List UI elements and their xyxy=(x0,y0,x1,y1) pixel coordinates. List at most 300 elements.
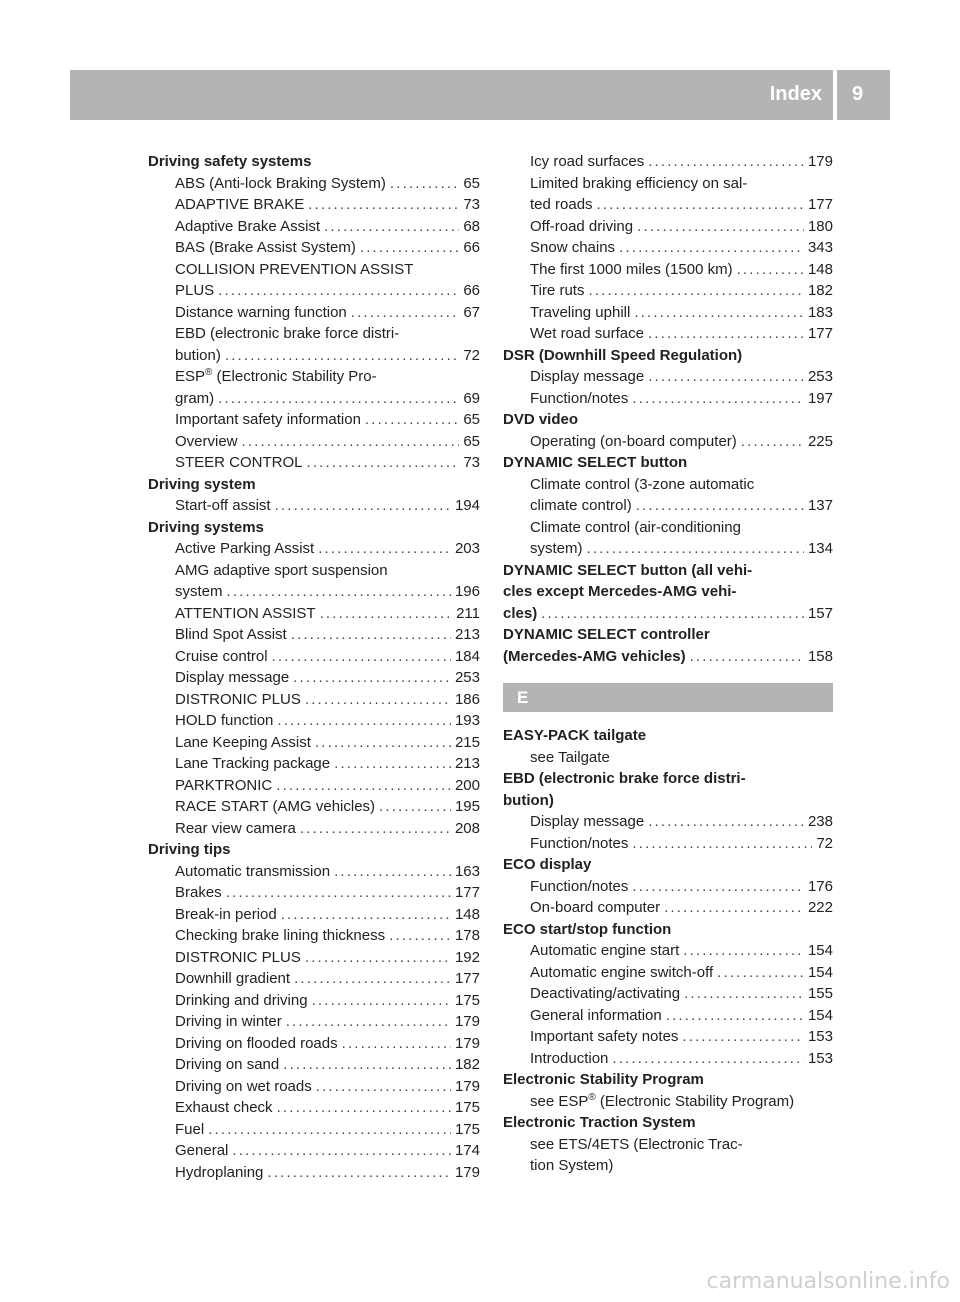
entry-label: PLUS xyxy=(175,282,215,299)
index-entry-list xyxy=(503,940,833,1069)
index-entry[interactable] xyxy=(148,796,480,818)
entry-label: Automatic engine switch-off xyxy=(530,963,714,981)
entry-page: 65 xyxy=(463,411,480,428)
entry-page: 154 xyxy=(807,963,833,981)
index-entry[interactable] xyxy=(503,495,833,517)
entry-label: EBD (electronic brake force distri- xyxy=(175,325,400,342)
entry-page: 184 xyxy=(454,647,480,665)
entry-label: The first 1000 miles (1500 km) xyxy=(530,260,733,278)
entry-page: 253 xyxy=(807,368,833,385)
index-entry[interactable] xyxy=(148,431,480,453)
index-entry[interactable] xyxy=(148,194,480,216)
entry-page: 155 xyxy=(807,985,833,1002)
entry-label: Driving on wet roads xyxy=(175,1077,312,1095)
entry-label: Fuel xyxy=(175,1120,205,1138)
leader-dots xyxy=(351,302,460,324)
index-entry-list xyxy=(148,538,480,839)
index-column-left xyxy=(148,151,480,1183)
index-topic: Driving system xyxy=(148,475,256,493)
entry-page: 176 xyxy=(807,877,833,895)
entry-label: Deactivating/activating xyxy=(530,985,681,1002)
entry-label: Function/notes xyxy=(530,389,629,407)
leader-dots xyxy=(390,173,459,195)
index-entry[interactable] xyxy=(148,603,480,625)
page-title: Index xyxy=(769,83,822,105)
see-reference[interactable]: see Tailgate xyxy=(530,748,610,766)
entry-page: 154 xyxy=(807,942,833,959)
leader-dots xyxy=(379,796,451,818)
leader-dots xyxy=(312,990,451,1012)
leader-dots xyxy=(315,732,451,754)
entry-label: cles) xyxy=(503,604,538,622)
registered-mark: ® xyxy=(588,1091,596,1103)
entry-page: 137 xyxy=(807,497,833,514)
entry-label: Lane Tracking package xyxy=(175,755,331,772)
index-entry[interactable] xyxy=(503,811,833,833)
entry-label: PARKTRONIC xyxy=(175,776,273,794)
entry-page: 179 xyxy=(454,1034,480,1052)
entry-label: Climate control (air-conditioning xyxy=(530,518,741,536)
entry-label: General information xyxy=(530,1006,662,1024)
index-entry[interactable] xyxy=(148,1076,480,1098)
entry-page: 179 xyxy=(454,1077,480,1095)
leader-dots xyxy=(612,1048,804,1070)
entry-page: 182 xyxy=(807,282,833,299)
leader-dots xyxy=(666,1005,804,1027)
index-entry-line xyxy=(148,560,480,582)
index-topic: Electronic Stability Program xyxy=(503,1071,704,1088)
entry-page: 154 xyxy=(807,1006,833,1024)
entry-page: 68 xyxy=(463,217,480,235)
entry-page: 65 xyxy=(463,432,480,450)
leader-dots xyxy=(275,495,451,517)
entry-page: 148 xyxy=(454,905,480,923)
entry-page: 196 xyxy=(454,583,480,600)
entry-label: Blind Spot Assist xyxy=(175,626,287,643)
leader-dots xyxy=(218,280,459,302)
index-entry[interactable] xyxy=(503,280,833,302)
entry-label: Driving on flooded roads xyxy=(175,1034,338,1052)
index-entry[interactable] xyxy=(148,990,480,1012)
index-entry[interactable] xyxy=(148,861,480,883)
index-entry[interactable] xyxy=(148,173,480,195)
entry-label: Snow chains xyxy=(530,239,616,256)
leader-dots xyxy=(587,538,804,560)
entry-page: 73 xyxy=(463,196,480,213)
index-entry[interactable] xyxy=(503,237,833,259)
entry-page: 253 xyxy=(454,669,480,686)
entry-label: Display message xyxy=(175,669,290,686)
index-topic-entry[interactable] xyxy=(503,646,833,668)
index-entry[interactable] xyxy=(148,667,480,689)
index-topic: DVD video xyxy=(503,411,579,428)
entry-label: Adaptive Brake Assist xyxy=(175,217,321,235)
index-entry[interactable] xyxy=(148,345,480,367)
index-entry[interactable] xyxy=(503,431,833,453)
entry-label: DISTRONIC PLUS xyxy=(175,948,301,966)
index-entry[interactable] xyxy=(503,151,833,173)
entry-page: 177 xyxy=(807,196,833,213)
entry-label: Cruise control xyxy=(175,647,268,665)
entry-page: 182 xyxy=(454,1056,480,1073)
index-topic: DYNAMIC SELECT controller xyxy=(503,626,710,643)
leader-dots xyxy=(717,962,804,984)
entry-label: Driving in winter xyxy=(175,1013,282,1030)
leader-dots xyxy=(277,1097,451,1119)
entry-label: On-board computer xyxy=(530,899,661,916)
index-topic: Electronic Traction System xyxy=(503,1114,696,1131)
leader-dots xyxy=(365,409,459,431)
leader-dots xyxy=(389,925,451,947)
entry-page: 238 xyxy=(807,813,833,830)
leader-dots xyxy=(683,940,804,962)
entry-page: 192 xyxy=(454,948,480,966)
leader-dots xyxy=(225,345,459,367)
leader-dots xyxy=(277,710,451,732)
index-entry[interactable] xyxy=(503,897,833,919)
index-entry[interactable] xyxy=(148,1162,480,1184)
leader-dots xyxy=(664,897,804,919)
index-entry[interactable] xyxy=(148,624,480,646)
leader-dots xyxy=(334,861,451,883)
index-entry[interactable] xyxy=(148,538,480,560)
entry-label: Driving on sand xyxy=(175,1056,280,1073)
entry-page: 177 xyxy=(454,970,480,987)
index-entry[interactable] xyxy=(503,259,833,281)
entry-page: 225 xyxy=(807,432,833,450)
entry-page: 72 xyxy=(463,346,480,364)
entry-label: BAS (Brake Assist System) xyxy=(175,239,356,256)
entry-page: 193 xyxy=(454,712,480,729)
index-entry[interactable] xyxy=(503,194,833,216)
leader-dots xyxy=(637,216,804,238)
entry-label: Function/notes xyxy=(530,877,629,895)
entry-label: Overview xyxy=(175,432,238,450)
index-topic: ECO display xyxy=(503,856,592,873)
leader-dots xyxy=(232,1140,451,1162)
entry-label: Downhill gradient xyxy=(175,970,291,987)
index-entry-list xyxy=(503,876,833,919)
leader-dots xyxy=(293,667,451,689)
entry-label: Drinking and driving xyxy=(175,991,308,1009)
entry-label: COLLISION PREVENTION ASSIST xyxy=(175,260,414,278)
leader-dots xyxy=(360,237,459,259)
see-reference-cont: tion System) xyxy=(530,1157,614,1174)
entry-label: Introduction xyxy=(530,1049,609,1067)
entry-page: 186 xyxy=(454,690,480,708)
leader-dots xyxy=(648,151,804,173)
leader-dots xyxy=(276,775,451,797)
entry-label: Function/notes xyxy=(530,834,629,852)
leader-dots xyxy=(286,1011,451,1033)
index-entry[interactable] xyxy=(503,1048,833,1070)
index-topic-entry[interactable] xyxy=(503,603,833,625)
entry-label: Important safety information xyxy=(175,411,361,428)
leader-dots xyxy=(632,833,812,855)
entry-label: gram) xyxy=(175,389,215,407)
entry-label: climate control) xyxy=(530,497,632,514)
index-entry[interactable] xyxy=(148,710,480,732)
entry-label: Important safety notes xyxy=(530,1028,679,1045)
entry-label: Automatic engine start xyxy=(530,942,680,959)
entry-label: Icy road surfaces xyxy=(530,153,645,170)
index-entry[interactable] xyxy=(148,882,480,904)
entry-label: ATTENTION ASSIST xyxy=(175,604,316,622)
entry-page: 208 xyxy=(454,819,480,837)
leader-dots xyxy=(208,1119,451,1141)
entry-label: bution) xyxy=(175,346,221,364)
entry-page: 213 xyxy=(454,626,480,643)
entry-page: 72 xyxy=(816,834,833,852)
entry-page: 148 xyxy=(807,260,833,278)
leader-dots xyxy=(294,968,451,990)
entry-label: Rear view camera xyxy=(175,819,296,837)
see-reference[interactable] xyxy=(503,1091,833,1113)
index-entry[interactable] xyxy=(148,495,480,517)
leader-dots xyxy=(227,581,451,603)
leader-dots xyxy=(648,323,804,345)
entry-label: Checking brake lining thickness xyxy=(175,927,386,944)
entry-label: Limited braking efficiency on sal- xyxy=(530,174,748,192)
index-entry-line xyxy=(503,173,833,195)
entry-label: system) xyxy=(530,540,583,557)
leader-dots xyxy=(281,904,451,926)
index-entry-list xyxy=(148,173,480,474)
index-entry[interactable] xyxy=(148,452,480,474)
leader-dots xyxy=(316,1076,451,1098)
leader-dots xyxy=(291,624,451,646)
entry-label: ADAPTIVE BRAKE xyxy=(175,196,305,213)
entry-page: 179 xyxy=(807,153,833,170)
entry-page: 211 xyxy=(456,604,480,622)
index-entry[interactable] xyxy=(503,833,833,855)
leader-dots xyxy=(226,882,451,904)
index-topic: EASY-PACK tailgate xyxy=(503,727,647,744)
index-entry-line xyxy=(503,517,833,539)
see-text: see ESP xyxy=(530,1092,589,1110)
entry-page: 203 xyxy=(454,540,480,557)
entry-label: RACE START (AMG vehicles) xyxy=(175,798,376,815)
index-entry[interactable] xyxy=(148,753,480,775)
index-entry[interactable] xyxy=(148,775,480,797)
leader-dots xyxy=(632,876,804,898)
index-entry[interactable] xyxy=(148,689,480,711)
index-entry[interactable] xyxy=(148,1097,480,1119)
entry-label: Start-off assist xyxy=(175,497,271,514)
index-entry[interactable] xyxy=(148,216,480,238)
entry-page: 213 xyxy=(454,755,480,772)
index-entry-list xyxy=(503,431,833,453)
index-topic: EBD (electronic brake force distri- xyxy=(503,770,746,787)
index-entry[interactable] xyxy=(503,983,833,1005)
leader-dots xyxy=(218,388,459,410)
leader-dots xyxy=(682,1026,804,1048)
entry-page: 175 xyxy=(454,991,480,1009)
entry-page: 222 xyxy=(807,899,833,916)
leader-dots xyxy=(300,818,451,840)
entry-label: Off-road driving xyxy=(530,217,634,235)
entry-label: Operating (on-board computer) xyxy=(530,432,737,450)
leader-dots xyxy=(541,603,804,625)
index-entry[interactable] xyxy=(148,302,480,324)
leader-dots xyxy=(305,947,451,969)
index-entry-list xyxy=(503,474,833,560)
leader-dots xyxy=(307,452,460,474)
index-entry[interactable] xyxy=(503,940,833,962)
index-entry[interactable] xyxy=(148,968,480,990)
leader-dots xyxy=(318,538,451,560)
leader-dots xyxy=(690,646,804,668)
index-topic: DYNAMIC SELECT button (all vehi- xyxy=(503,561,753,579)
entry-page: 200 xyxy=(454,776,480,794)
index-entry[interactable] xyxy=(503,216,833,238)
index-entry[interactable] xyxy=(148,1011,480,1033)
entry-page: 195 xyxy=(454,798,480,815)
entry-label: General xyxy=(175,1142,229,1159)
page-number: 9 xyxy=(852,83,864,105)
entry-page: 163 xyxy=(454,862,480,880)
index-entry-list xyxy=(148,861,480,1184)
entry-label: STEER CONTROL xyxy=(175,454,303,471)
leader-dots xyxy=(267,1162,451,1184)
entry-page: 153 xyxy=(807,1049,833,1067)
index-entry[interactable] xyxy=(148,1119,480,1141)
entry-label: ted roads xyxy=(530,196,593,213)
leader-dots xyxy=(632,388,804,410)
watermark: carmanualsonline.info xyxy=(706,1269,950,1294)
index-column-right xyxy=(503,151,833,1177)
index-entry[interactable] xyxy=(148,1033,480,1055)
entry-label: Break-in period xyxy=(175,905,277,923)
entry-page: 177 xyxy=(454,884,480,901)
entry-label: Display message xyxy=(530,813,645,830)
index-entry[interactable] xyxy=(503,1026,833,1048)
index-entry-list xyxy=(503,366,833,409)
index-topic: DYNAMIC SELECT button xyxy=(503,454,688,471)
leader-dots xyxy=(342,1033,451,1055)
entry-page: 175 xyxy=(454,1120,480,1138)
leader-dots xyxy=(634,302,804,324)
index-entry[interactable] xyxy=(503,302,833,324)
leader-dots xyxy=(588,280,804,302)
registered-mark: ® xyxy=(205,367,213,378)
entry-page: 73 xyxy=(463,454,480,471)
index-topic: Driving safety systems xyxy=(148,153,312,170)
entry-label: Distance warning function xyxy=(175,303,347,321)
entry-label: (Mercedes-AMG vehicles) xyxy=(503,647,686,665)
entry-page: 215 xyxy=(454,733,480,751)
leader-dots xyxy=(684,983,804,1005)
index-entry[interactable] xyxy=(148,732,480,754)
entry-page: 180 xyxy=(807,217,833,235)
entry-page: 153 xyxy=(807,1028,833,1045)
leader-dots xyxy=(324,216,459,238)
index-entry-line xyxy=(148,259,480,281)
entry-page: 183 xyxy=(807,303,833,321)
leader-dots xyxy=(737,259,804,281)
entry-page: 179 xyxy=(454,1163,480,1181)
leader-dots xyxy=(283,1054,451,1076)
index-entry[interactable] xyxy=(503,1005,833,1027)
index-entry[interactable] xyxy=(148,947,480,969)
entry-page: 179 xyxy=(454,1013,480,1030)
index-entry[interactable] xyxy=(148,904,480,926)
index-entry[interactable] xyxy=(148,818,480,840)
entry-label: Active Parking Assist xyxy=(175,540,315,557)
entry-page: 175 xyxy=(454,1099,480,1116)
index-entry[interactable] xyxy=(148,237,480,259)
index-entry[interactable] xyxy=(148,1140,480,1162)
entry-page: 343 xyxy=(807,239,833,256)
leader-dots xyxy=(320,603,453,625)
index-entry-list xyxy=(148,495,480,517)
index-entry[interactable] xyxy=(503,323,833,345)
index-entry[interactable] xyxy=(148,1054,480,1076)
entry-page: 67 xyxy=(463,303,480,321)
index-entry[interactable] xyxy=(503,538,833,560)
entry-label: Wet road surface xyxy=(530,325,644,342)
entry-label: Automatic transmission xyxy=(175,862,331,880)
leader-dots xyxy=(648,366,804,388)
entry-label: HOLD function xyxy=(175,712,274,729)
entry-label: Traveling uphill xyxy=(530,303,631,321)
entry-label: AMG adaptive sport suspension xyxy=(175,561,388,579)
entry-label: Display message xyxy=(530,368,645,385)
index-entry[interactable] xyxy=(148,925,480,947)
leader-dots xyxy=(597,194,804,216)
index-topic: DSR (Downhill Speed Regulation) xyxy=(503,346,743,364)
leader-dots xyxy=(334,753,451,775)
entry-label: Lane Keeping Assist xyxy=(175,733,311,751)
entry-label: ABS (Anti-lock Braking System) xyxy=(175,174,386,192)
see-reference[interactable]: see ETS/4ETS (Electronic Trac- xyxy=(530,1135,743,1153)
index-entry[interactable] xyxy=(503,962,833,984)
entry-page: 134 xyxy=(807,540,833,557)
entry-page: 69 xyxy=(463,389,480,407)
see-text: (Electronic Stability Program) xyxy=(595,1092,795,1110)
leader-dots xyxy=(741,431,804,453)
index-topic: cles except Mercedes-AMG vehi- xyxy=(503,583,737,600)
leader-dots xyxy=(648,811,804,833)
index-entry[interactable] xyxy=(503,366,833,388)
index-topic: bution) xyxy=(503,791,554,809)
leader-dots xyxy=(636,495,804,517)
index-entry[interactable] xyxy=(148,388,480,410)
index-entry[interactable] xyxy=(148,581,480,603)
entry-page: 194 xyxy=(454,497,480,514)
entry-label: system xyxy=(175,583,223,600)
entry-label: ESP xyxy=(175,368,206,385)
entry-page: 177 xyxy=(807,325,833,342)
index-entry-line xyxy=(148,366,480,388)
entry-label: (Electronic Stability Pro- xyxy=(212,368,377,385)
index-topic: Driving tips xyxy=(148,841,231,858)
index-entry[interactable] xyxy=(503,388,833,410)
index-entry[interactable] xyxy=(503,876,833,898)
leader-dots xyxy=(619,237,804,259)
entry-label: DISTRONIC PLUS xyxy=(175,690,301,708)
index-entry[interactable] xyxy=(148,409,480,431)
section-letter-e: E xyxy=(503,683,833,712)
leader-dots xyxy=(242,431,460,453)
entry-page: 157 xyxy=(807,604,833,622)
index-topic: Driving systems xyxy=(148,518,264,536)
index-entry-list xyxy=(503,151,833,345)
entry-page: 174 xyxy=(454,1142,480,1159)
index-entry[interactable] xyxy=(148,646,480,668)
leader-dots xyxy=(305,689,451,711)
index-entry[interactable] xyxy=(148,280,480,302)
